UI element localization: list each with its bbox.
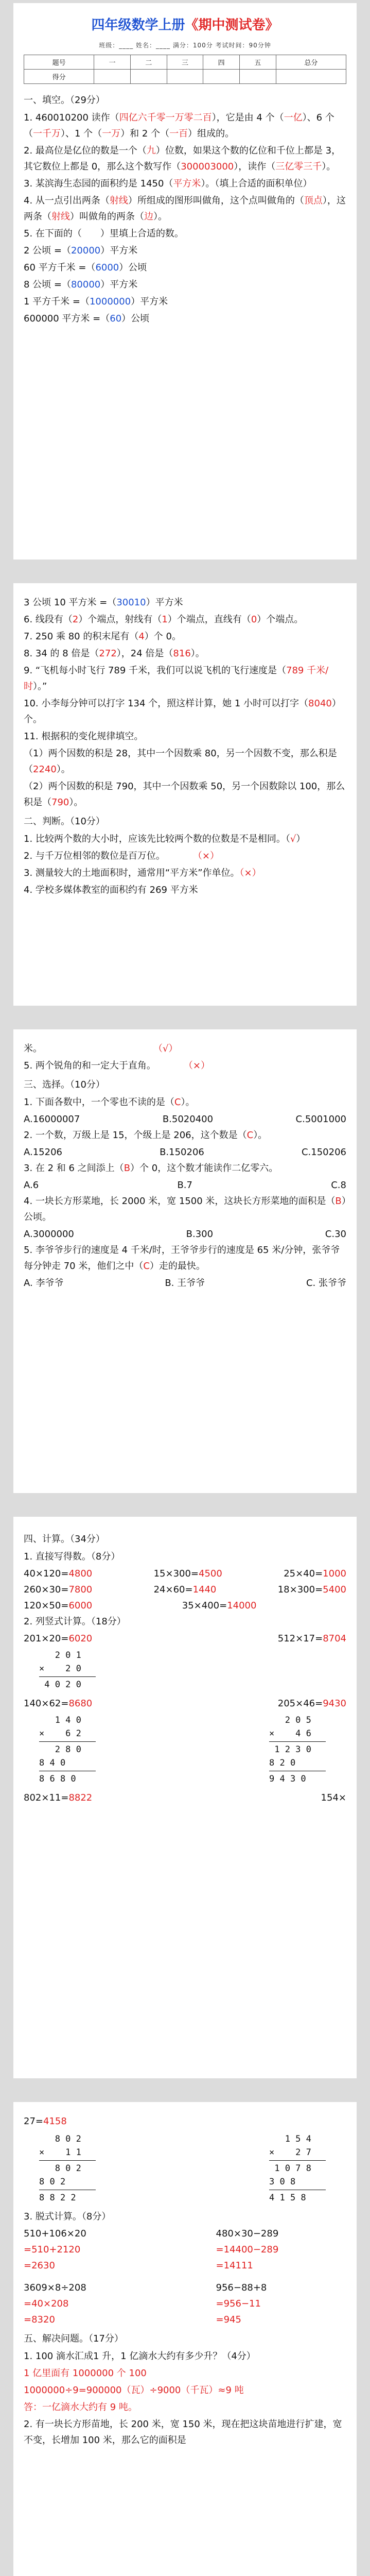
judge-3: 3. 测量较大的土地面积时，通常用“平方米”作单位。（×） [24,868,261,878]
vertical-calc-row: 802×11=8822 154× [24,1792,346,1803]
sub-heading: 1. 直接写得数。（8分） [24,1551,120,1562]
choice-1: 1. 下面各数中，一个零也不读的是（C）。 [24,1097,195,1108]
choice-options: A. 李爷爷 B. 王爷爷 C. 张爷爷 [24,1278,346,1289]
judge-4: 4. 学校多媒体教室的面积约有 269 平方米 [24,885,198,895]
section-heading: 二、判断。（10分） [24,816,105,827]
choice-5: 5. 李爷爷步行的速度是 4 千米/时，王爷爷步行的速度是 65 米/分钟，张爷爷每分钟走 70 米，他们之中（C）走的最快。 [24,1245,340,1272]
question-2: 2. 最高位是亿位的数是一个（九）位数，如果这个数的亿位和千位上都是 3，其它数位上都是 0，那么这个数写作（300003000），读作（三亿零三千）。 [24,145,341,172]
judge-4-cont: 米。 （√） [24,1043,178,1054]
sub-heading: 2. 列竖式计算。（18分） [24,1616,126,1627]
question-3: 3. 某滨海生态园的面积约是 1450（平方米）。（填上合适的面积单位） [24,178,312,189]
question-11-part-2: （2）两个因数的积是 790，其中一个因数乘 50，另一个因数除以 100，那么积是（790）。 [24,781,345,808]
section-heading: 一、填空。（29分） [24,95,105,106]
exam-page-1 [13,3,357,560]
conversion-line: 60 平方千米 =（6000）公顷 [24,262,147,273]
conversion-line: 3 公顷 10 平方米 =（30010）平方米 [24,597,183,608]
exam-page-3 [13,1029,357,1493]
judge-2: 2. 与千万位相邻的数位是百万位。 （×） [24,851,219,861]
vertical-calc-work: 2 0 1 × 2 0 4 0 2 0 [39,1649,346,1691]
answer-line: 答：一亿滴水大约有 9 吨。 [24,2402,137,2413]
choice-3: 3. 在 2 和 6 之间添上（B）个 0，这个数才能读作二亿零六。 [24,1163,278,1174]
step-calc-row: 510+106×20 =510+2120 =2630 480×30−289 =14400−289 =14111 [24,2228,279,2271]
mental-math-row: 40×120=4800 15×300=4500 25×40=1000 [24,1568,346,1579]
question-11: 11. 根据积的变化规律填空。 [24,731,144,742]
exam-meta: 班级：____ 姓名：____ 满分：100分 考试时间：90分钟 [99,42,271,49]
judge-5: 5. 两个锐角的和一定大于直角。 （×） [24,1060,210,1071]
section-heading: 四、计算。（34分） [24,1534,105,1545]
question-6: 6. 线段有（2）个端点，射线有（1）个端点，直线有（0）个端点。 [24,614,304,625]
question-9: 9. “飞机每小时飞行 789 千米，我们可以说飞机的飞行速度是（789 千米/时）。” [24,665,329,692]
choice-options: A.6 B.7 C.8 [24,1180,346,1191]
conversion-line: 8 公顷 =（80000）平方米 [24,279,138,290]
exam-page-4 [13,1517,357,2078]
question-4: 4. 从一点引出两条（射线）所组成的图形叫做角，这个点叫做角的（顶点），这两条（射线）叫做角的两条（边）。 [24,195,346,222]
exam-page-5 [13,2102,357,2576]
choice-options: A.15206 B.150206 C.150206 [24,1147,346,1158]
score-table: 题号 一 二 三 四 五 总分 得分 [24,55,346,84]
vertical-calc-row: 140×62=8680 205×46=9430 [24,1698,346,1709]
conversion-line: 600000 平方米 =（60）公顷 [24,313,150,324]
choice-4: 4. 一块长方形菜地，长 2000 米，宽 1500 米，这块长方形菜地的面积是（B）公顷。 [24,1196,346,1223]
answer-line: 1000000÷9=900000（瓦）÷9000（千瓦）≈9 吨 [24,2385,244,2396]
word-problem-1: 1. 100 滴水汇成1 升，1 亿滴水大约有多少升？（4分） [24,2351,256,2362]
sub-heading: 3. 脱式计算。（8分） [24,2211,111,2222]
question-5: 5. 在下面的（ ）里填上合适的数。 [24,228,184,239]
choice-2: 2. 一个数，万级上是 15，个级上是 206，这个数是（C）。 [24,1130,268,1141]
answer-line: 1 亿里面有 1000000 个 100 [24,2368,147,2379]
question-8: 8. 34 的 8 倍是（272），24 倍是（816）。 [24,648,205,659]
mental-math-row: 120×50=6000 35×400=14000 [24,1600,257,1611]
calc-cont: 27=4158 [24,2116,67,2127]
mental-math-row: 260×30=7800 24×60=1440 18×300=5400 [24,1584,346,1595]
vertical-calc-work: 8 0 2 × 1 1 8 0 2 8 0 2 8 8 2 2 1 5 4 × 2 7 1 0 7 8 3 0 8 4 1 5 8 [24,2130,346,2209]
exam-page-2 [13,583,357,1006]
vertical-calc-work: 1 4 0 × 6 2 2 8 0 8 4 0 8 6 8 0 2 0 5 × 4 6 1 2 3 0 8 2 0 9 4 3 0 [24,1711,346,1790]
choice-options: A.16000007 B.5020400 C.5001000 [24,1114,346,1125]
section-heading: 三、选择。（10分） [24,1079,105,1090]
question-10: 10. 小李每分钟可以打字 134 个，照这样计算，她 1 小时可以打字（8040）个。 [24,698,341,725]
question-7: 7. 250 乘 80 的积末尾有（4）个 0。 [24,631,181,642]
word-problem-2: 2. 有一块长方形苗地，长 200 米，宽 150 米，现在把这块苗地进行扩建，宽不变，长增加 100 米，那么它的面积是 [24,2419,342,2446]
conversion-line: 2 公顷 =（20000）平方米 [24,245,138,256]
choice-options: A.3000000 B.300 C.30 [24,1229,346,1240]
exam-title: 四年级数学上册《期中测试卷》 [91,18,279,33]
vertical-calc-row: 201×20=6020 512×17=8704 [24,1633,346,1644]
judge-1: 1. 比较两个数的大小时，应该先比较两个数的位数是不是相同。（√） [24,834,306,844]
conversion-line: 1 平方千米 =（1000000）平方米 [24,296,168,307]
question-1: 1. 460010200 读作（四亿六千零一万零二百），它是由 4 个（一亿）、6 个（一千万）、1 个（一万）和 2 个（一百）组成的。 [24,112,334,139]
step-calc-row: 3609×8÷208 =40×208 =8320 956−88+8 =956−11 =945 [24,2282,267,2325]
question-11-part-1: （1）两个因数的积是 28，其中一个因数乘 80，另一个因数不变，那么积是（2240）。 [24,748,337,775]
section-heading: 五、解决问题。（17分） [24,2333,124,2344]
